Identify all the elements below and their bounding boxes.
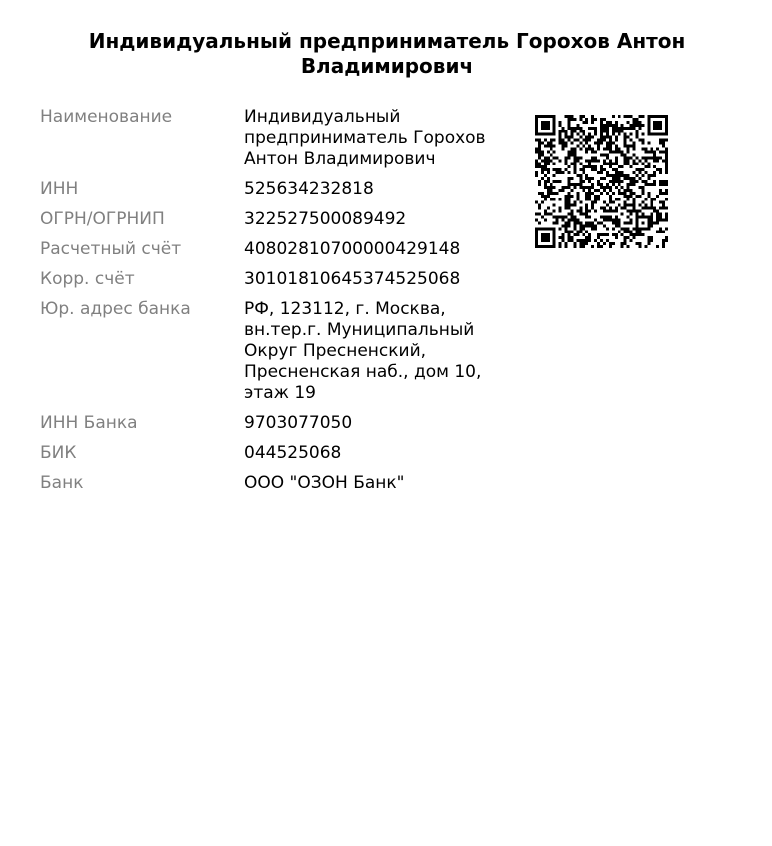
requisite-row-corr-account xyxy=(40,269,520,290)
requisite-row-bank xyxy=(40,473,520,494)
requisite-label: БИК xyxy=(40,443,77,463)
requisite-value: 525634232818 xyxy=(244,179,374,199)
requisite-value: 9703077050 xyxy=(244,413,353,433)
requisite-row-name xyxy=(40,107,520,170)
requisite-row-bank-inn xyxy=(40,413,520,434)
qr-code-icon xyxy=(535,115,668,248)
requisite-value: 40802810700000429148 xyxy=(244,239,461,259)
requisite-value: 044525068 xyxy=(244,443,342,463)
requisite-label: ИНН xyxy=(40,179,79,199)
requisite-value: 30101810645374525068 xyxy=(244,269,461,289)
requisite-label: ОГРН/ОГРНИП xyxy=(40,209,165,229)
requisites-list xyxy=(40,107,520,503)
requisite-value: 322527500089492 xyxy=(244,209,407,229)
requisite-row-bank-address xyxy=(40,299,520,404)
page-title: Индивидуальный предприниматель Горохов Антон Владимирович xyxy=(88,29,686,78)
requisite-row-ogrn xyxy=(40,209,520,230)
requisite-value: ООО "ОЗОН Банк" xyxy=(244,473,405,493)
requisite-row-inn xyxy=(40,179,520,200)
requisite-label: Расчетный счёт xyxy=(40,239,182,259)
requisite-value: Индивидуальный предприниматель Горохов Антон Владимирович xyxy=(244,107,486,169)
requisite-value: РФ, 123112, г. Москва, вн.тер.г. Муниципальный Округ Пресненский, Пресненская наб., дом 10, этаж 19 xyxy=(244,299,482,403)
requisite-label: Юр. адрес банка xyxy=(40,299,191,319)
requisite-label: Корр. счёт xyxy=(40,269,135,289)
requisite-label: Банк xyxy=(40,473,84,493)
requisite-row-account xyxy=(40,239,520,260)
requisite-label: ИНН Банка xyxy=(40,413,138,433)
requisite-row-bik xyxy=(40,443,520,464)
requisite-label: Наименование xyxy=(40,107,173,127)
qr-code-graphic xyxy=(535,115,668,248)
